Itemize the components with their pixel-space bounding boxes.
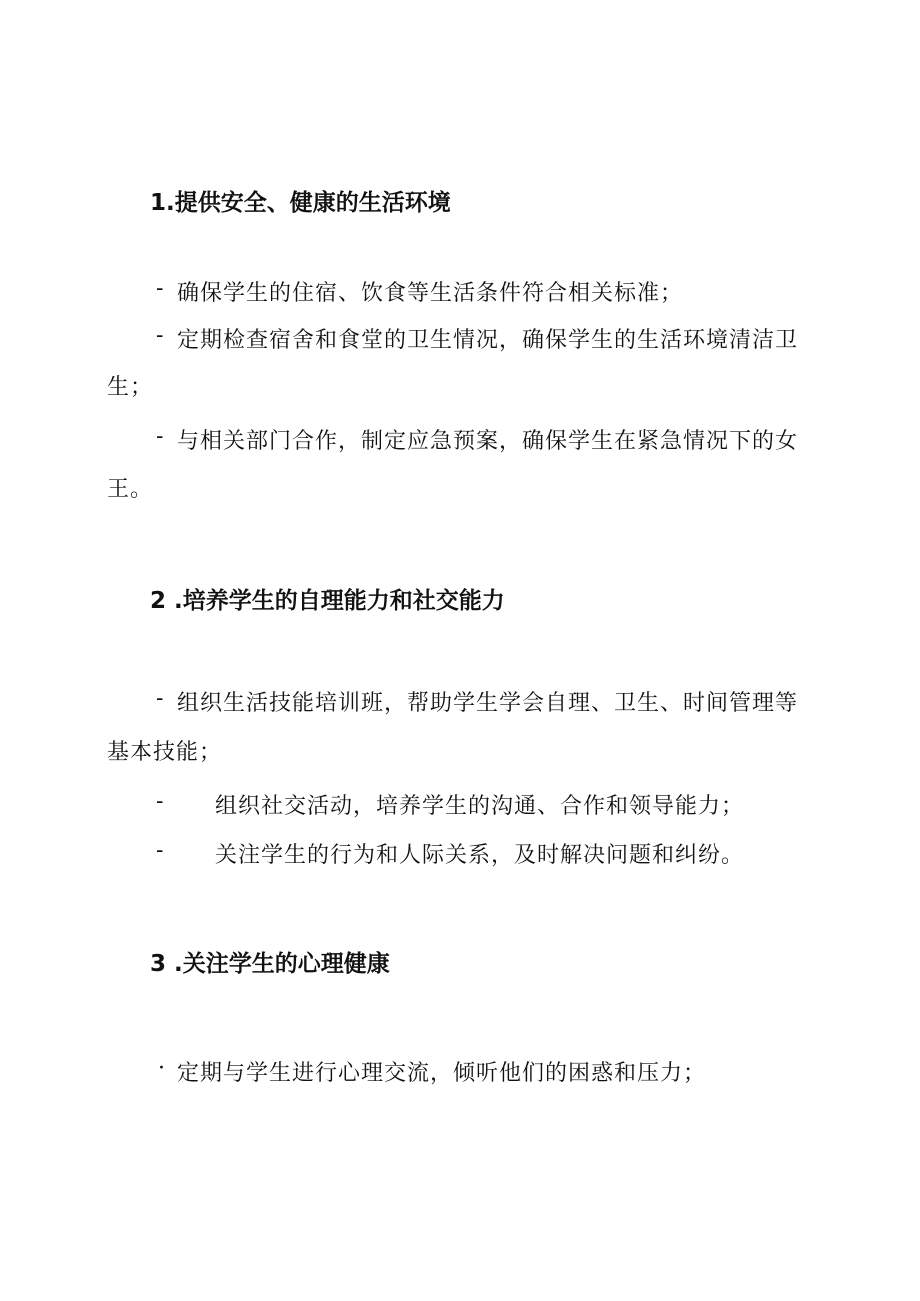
section-1-item-2-line-2: 生； — [107, 375, 154, 400]
section-2-item-2-marker: - — [156, 789, 164, 814]
section-1-item-2-marker: - — [156, 323, 164, 348]
section-2-item-3-line-1: 关注学生的行为和人际关系，及时解决问题和纠纷。 — [215, 843, 745, 868]
section-2-item-1-line-1: 组织生活技能培训班，帮助学生学会自理、卫生、时间管理等 — [177, 691, 799, 716]
section-3-item-1-marker: · — [158, 1056, 165, 1081]
section-1-item-1-line-1: 确保学生的住宿、饮食等生活条件符合相关标准； — [177, 281, 684, 306]
section-2-item-1-line-2: 基本技能； — [107, 740, 223, 765]
section-2-item-2-line-1: 组织社交活动，培养学生的沟通、合作和领导能力； — [215, 794, 745, 819]
section-3-item-1-line-1: 定期与学生进行心理交流，倾听他们的困惑和压力； — [177, 1061, 707, 1086]
section-1-item-1-marker: - — [156, 276, 164, 301]
section-2-item-3-marker: - — [156, 838, 164, 863]
section-1-item-3-marker: - — [156, 424, 164, 449]
section-1-item-3-line-1: 与相关部门合作，制定应急预案，确保学生在紧急情况下的女 — [177, 429, 799, 454]
section-2-item-1-marker: - — [156, 686, 164, 711]
section-1-item-2-line-1: 定期检查宿舍和食堂的卫生情况，确保学生的生活环境清洁卫 — [177, 328, 799, 353]
section-1-item-3-line-2: 王。 — [107, 477, 154, 502]
section-2-heading: 2 .培养学生的自理能力和社交能力 — [150, 588, 505, 614]
section-1-heading: 1.提供安全、健康的生活环境 — [150, 190, 451, 216]
section-3-heading: 3 .关注学生的心理健康 — [150, 951, 390, 977]
